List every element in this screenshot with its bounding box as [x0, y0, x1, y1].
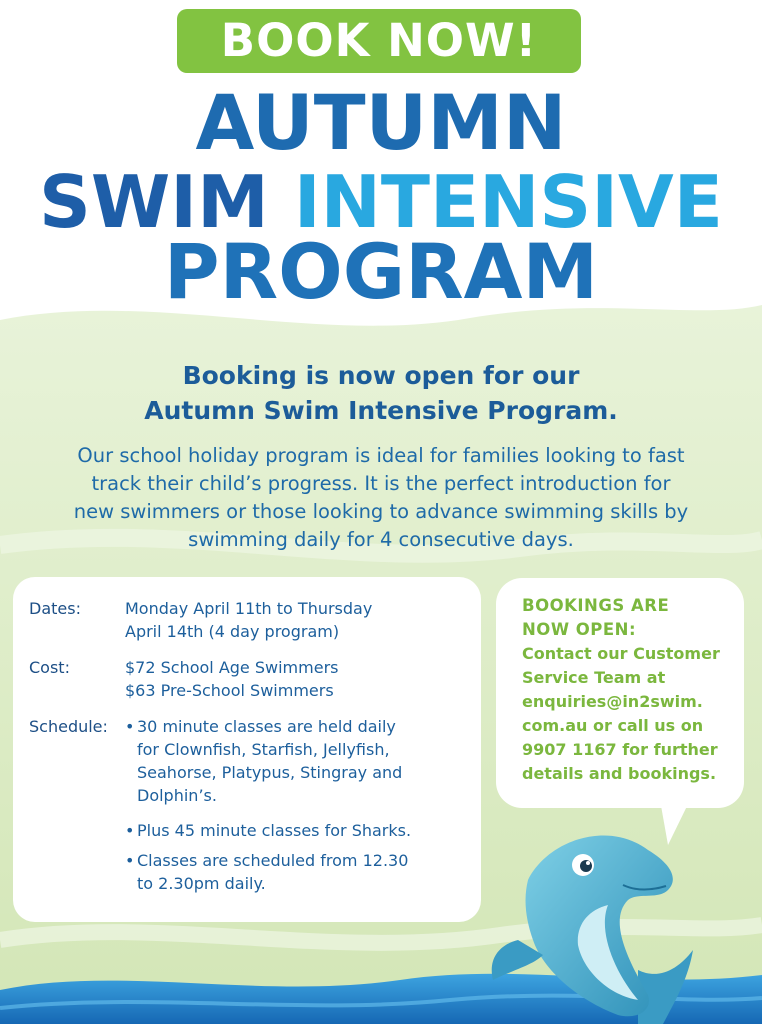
schedule-line: for Clownfish, Starfish, Jellyfish, — [137, 740, 390, 759]
bookings-heading-line: BOOKINGS ARE — [522, 596, 670, 615]
bookings-line: Contact our Customer — [522, 644, 720, 663]
cost-line: $72 School Age Swimmers — [125, 658, 339, 677]
bookings-email-line[interactable]: com.au or call us on — [522, 716, 704, 735]
bullet-icon: • — [125, 851, 135, 870]
bookings-heading-line: NOW OPEN: — [522, 620, 637, 639]
bullet-icon: • — [125, 821, 135, 840]
title-line-autumn: AUTUMN — [195, 78, 567, 167]
title-word-intensive: INTENSIVE — [293, 160, 723, 244]
bookings-phone-line[interactable]: 9907 1167 for further — [522, 740, 718, 759]
bookings-line: Service Team at — [522, 668, 666, 687]
schedule-line: Dolphin’s. — [137, 786, 217, 805]
title-word-swim: SWIM — [39, 160, 269, 244]
bookings-email-line[interactable]: enquiries@in2swim. — [522, 692, 703, 711]
bookings-line: details and bookings. — [522, 764, 717, 783]
intro-heading-line: Booking is now open for our — [182, 361, 580, 390]
schedule-line: to 2.30pm daily. — [137, 874, 266, 893]
schedule-line: Plus 45 minute classes for Sharks. — [137, 821, 412, 840]
schedule-line: 30 minute classes are held daily — [137, 717, 396, 736]
cost-line: $63 Pre-School Swimmers — [125, 681, 334, 700]
dates-line: April 14th (4 day program) — [125, 622, 340, 641]
intro-body-line: new swimmers or those looking to advance swimming skills by — [73, 500, 689, 523]
intro-body-line: swimming daily for 4 consecutive days. — [188, 528, 574, 551]
bullet-icon: • — [125, 717, 135, 736]
schedule-label: Schedule: — [29, 717, 108, 736]
cost-label: Cost: — [29, 658, 70, 677]
intro-body-line: Our school holiday program is ideal for families looking to fast — [77, 444, 685, 467]
intro-heading-line: Autumn Swim Intensive Program. — [144, 396, 618, 425]
intro-body-line: track their child’s progress. It is the perfect introduction for — [91, 472, 671, 495]
title-line-program: PROGRAM — [163, 227, 599, 316]
dates-line: Monday April 11th to Thursday — [125, 599, 373, 618]
dolphin-icon — [488, 820, 708, 1024]
book-now-button[interactable]: BOOK NOW! — [177, 9, 581, 73]
dates-label: Dates: — [29, 599, 81, 618]
schedule-line: Seahorse, Platypus, Stingray and — [137, 763, 403, 782]
schedule-line: Classes are scheduled from 12.30 — [137, 851, 409, 870]
